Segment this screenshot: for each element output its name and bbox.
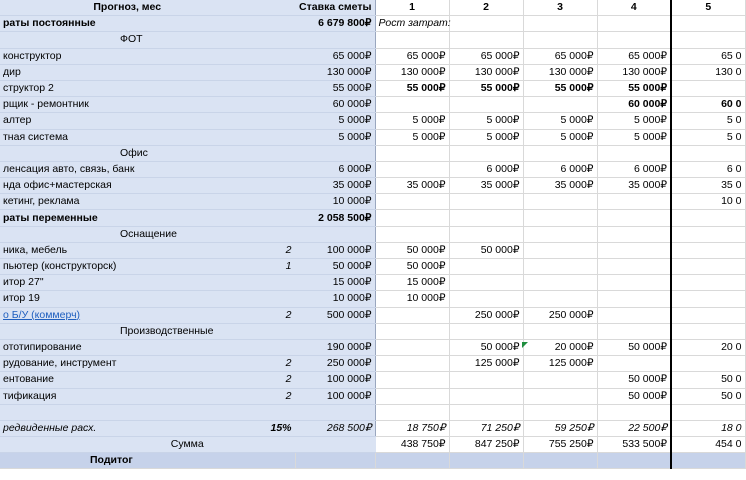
cell[interactable] <box>255 32 295 48</box>
item-qty[interactable] <box>255 48 295 64</box>
column-header-month[interactable]: 2 <box>449 0 523 16</box>
cell[interactable] <box>255 323 295 339</box>
month-value[interactable]: 10 000₽ <box>375 291 449 307</box>
month-value[interactable]: 60 0 <box>671 97 745 113</box>
month-value[interactable] <box>375 97 449 113</box>
item-label[interactable]: тная система <box>0 129 255 145</box>
cell[interactable] <box>671 323 745 339</box>
item-qty[interactable]: 15% <box>255 420 295 436</box>
table-row <box>0 226 745 242</box>
table-row <box>0 64 745 80</box>
month-value[interactable]: 250 000₽ <box>449 307 523 323</box>
cell[interactable] <box>523 32 597 48</box>
table-row <box>0 339 745 355</box>
table-row <box>0 80 745 96</box>
month-value[interactable]: 250 000₽ <box>523 307 597 323</box>
cell[interactable] <box>523 16 597 32</box>
month-value[interactable]: 125 000₽ <box>449 356 523 372</box>
month-value[interactable]: 20 0 <box>671 339 745 355</box>
cell[interactable] <box>375 226 449 242</box>
cell[interactable] <box>597 145 671 161</box>
column-header-month[interactable]: 1 <box>375 0 449 16</box>
month-value[interactable]: 50 000₽ <box>597 339 671 355</box>
item-qty[interactable] <box>255 339 295 355</box>
table-row <box>0 97 745 113</box>
month-value[interactable] <box>375 194 449 210</box>
column-header-month[interactable]: 3 <box>523 0 597 16</box>
month-value[interactable] <box>523 388 597 404</box>
month-value[interactable] <box>597 194 671 210</box>
item-qty[interactable]: 2 <box>255 372 295 388</box>
table-row <box>0 32 745 48</box>
item-rate[interactable]: 10 000₽ <box>295 194 375 210</box>
table-row <box>0 259 745 275</box>
item-qty[interactable] <box>255 275 295 291</box>
item-qty[interactable]: 2 <box>255 307 295 323</box>
item-qty[interactable] <box>255 161 295 177</box>
month-value[interactable]: 71 250₽ <box>449 420 523 436</box>
item-rate[interactable]: 268 500₽ <box>295 420 375 436</box>
section-label[interactable]: раты постоянные <box>0 16 255 32</box>
item-rate[interactable]: 100 000₽ <box>295 372 375 388</box>
month-value[interactable] <box>671 242 745 258</box>
item-rate[interactable]: 130 000₽ <box>295 64 375 80</box>
section-rate[interactable]: 2 058 500₽ <box>295 210 375 226</box>
table-row <box>0 210 745 226</box>
month-value[interactable] <box>523 259 597 275</box>
item-label[interactable]: ника, мебель <box>0 242 255 258</box>
cell[interactable] <box>449 323 523 339</box>
item-rate[interactable]: 100 000₽ <box>295 388 375 404</box>
cell[interactable] <box>375 32 449 48</box>
month-value[interactable]: 50 000₽ <box>597 372 671 388</box>
item-label[interactable]: итор 27" <box>0 275 255 291</box>
item-rate[interactable]: 500 000₽ <box>295 307 375 323</box>
cell[interactable] <box>255 404 295 420</box>
month-value[interactable]: 22 500₽ <box>597 420 671 436</box>
item-label[interactable]: нда офис+мастерская <box>0 178 255 194</box>
month-value[interactable]: 130 000₽ <box>597 64 671 80</box>
cell[interactable] <box>375 404 449 420</box>
cell[interactable] <box>295 453 375 469</box>
month-value[interactable] <box>671 80 745 96</box>
month-value[interactable] <box>671 275 745 291</box>
month-value[interactable] <box>523 291 597 307</box>
item-rate[interactable]: 35 000₽ <box>295 178 375 194</box>
sum-value[interactable]: 454 0 <box>671 437 745 453</box>
item-label[interactable]: кетинг, реклама <box>0 194 255 210</box>
cell[interactable] <box>0 404 255 420</box>
month-value[interactable]: 50 000₽ <box>375 242 449 258</box>
table-row <box>0 242 745 258</box>
month-value[interactable]: 50 0 <box>671 372 745 388</box>
cell[interactable] <box>449 16 523 32</box>
month-value[interactable] <box>375 339 449 355</box>
group-label[interactable]: Офис <box>0 145 255 161</box>
table-row <box>0 129 745 145</box>
table-row <box>0 275 745 291</box>
section-rate[interactable]: 6 679 800₽ <box>295 16 375 32</box>
month-value[interactable]: 50 000₽ <box>597 388 671 404</box>
table-row <box>0 323 745 339</box>
item-rate[interactable]: 250 000₽ <box>295 356 375 372</box>
cell[interactable] <box>449 32 523 48</box>
month-value[interactable]: 10 0 <box>671 194 745 210</box>
group-label[interactable]: Оснащение <box>0 226 255 242</box>
month-value[interactable] <box>523 242 597 258</box>
item-qty[interactable] <box>255 129 295 145</box>
table-row <box>0 437 745 453</box>
month-value[interactable] <box>449 259 523 275</box>
item-label[interactable]: рщик - ремонтник <box>0 97 255 113</box>
cell[interactable] <box>295 32 375 48</box>
item-qty[interactable] <box>255 97 295 113</box>
table-row <box>0 145 745 161</box>
month-value[interactable]: 5 000₽ <box>523 113 597 129</box>
cell[interactable] <box>255 16 295 32</box>
item-rate[interactable]: 65 000₽ <box>295 48 375 64</box>
month-value[interactable] <box>449 388 523 404</box>
cell[interactable] <box>255 145 295 161</box>
cell[interactable] <box>295 145 375 161</box>
cell[interactable] <box>523 226 597 242</box>
table-row <box>0 420 745 436</box>
cell[interactable] <box>449 145 523 161</box>
month-value[interactable]: 55 000₽ <box>449 80 523 96</box>
item-label[interactable]: тификация <box>0 388 255 404</box>
month-value[interactable] <box>523 372 597 388</box>
cell-comment-indicator <box>522 342 528 348</box>
month-value[interactable]: 5 000₽ <box>449 129 523 145</box>
month-value[interactable]: 15 000₽ <box>375 275 449 291</box>
table-row <box>0 113 745 129</box>
cell[interactable] <box>671 226 745 242</box>
month-value[interactable]: 65 000₽ <box>597 48 671 64</box>
item-rate[interactable]: 5 000₽ <box>295 113 375 129</box>
month-value[interactable]: 50 000₽ <box>449 242 523 258</box>
cell[interactable] <box>523 210 597 226</box>
item-label[interactable]: редвиденные расх. <box>0 420 255 436</box>
month-value[interactable] <box>597 291 671 307</box>
month-value[interactable]: 130 0 <box>671 64 745 80</box>
column-header-month[interactable]: 4 <box>597 0 671 16</box>
month-value[interactable]: 6 000₽ <box>449 161 523 177</box>
month-value[interactable] <box>449 275 523 291</box>
month-value[interactable] <box>671 307 745 323</box>
item-label[interactable]: итор 19 <box>0 291 255 307</box>
month-value[interactable] <box>671 259 745 275</box>
month-value[interactable]: 5 000₽ <box>375 129 449 145</box>
table-row <box>0 194 745 210</box>
cell[interactable] <box>295 323 375 339</box>
month-value[interactable] <box>449 97 523 113</box>
table-row <box>0 291 745 307</box>
section-note[interactable]: Рост затрат: <box>375 16 449 32</box>
item-label[interactable]: о Б/У (коммерч) <box>0 307 255 323</box>
cell[interactable] <box>671 210 745 226</box>
month-value[interactable]: 60 000₽ <box>597 97 671 113</box>
cell[interactable] <box>523 323 597 339</box>
month-value[interactable]: 50 000₽ <box>449 339 523 355</box>
month-value[interactable]: 55 000₽ <box>597 80 671 96</box>
month-value[interactable]: 18 0 <box>671 420 745 436</box>
cell[interactable] <box>523 404 597 420</box>
cell[interactable] <box>449 453 523 469</box>
table-row <box>0 16 745 32</box>
cell[interactable] <box>597 210 671 226</box>
cell[interactable] <box>295 404 375 420</box>
sum-value[interactable]: 533 500₽ <box>597 437 671 453</box>
month-value[interactable] <box>597 259 671 275</box>
month-value[interactable]: 65 000₽ <box>523 48 597 64</box>
month-value[interactable]: 6 000₽ <box>523 161 597 177</box>
month-value[interactable]: 5 000₽ <box>375 113 449 129</box>
item-label[interactable]: ентование <box>0 372 255 388</box>
item-rate[interactable]: 60 000₽ <box>295 97 375 113</box>
item-label[interactable]: алтер <box>0 113 255 129</box>
month-value[interactable] <box>671 356 745 372</box>
cell[interactable] <box>449 210 523 226</box>
cell[interactable] <box>375 145 449 161</box>
month-value[interactable]: 5 000₽ <box>597 113 671 129</box>
sum-value[interactable]: 755 250₽ <box>523 437 597 453</box>
cell[interactable] <box>523 453 597 469</box>
item-label[interactable]: ототипирование <box>0 339 255 355</box>
section-note[interactable] <box>375 210 449 226</box>
month-value[interactable]: 6 0 <box>671 161 745 177</box>
month-value[interactable]: 5 000₽ <box>449 113 523 129</box>
month-value[interactable]: 6 000₽ <box>597 161 671 177</box>
month-value[interactable] <box>523 97 597 113</box>
table-row <box>0 0 745 16</box>
item-label[interactable]: дир <box>0 64 255 80</box>
table-row <box>0 356 745 372</box>
month-value[interactable]: 59 250₽ <box>523 420 597 436</box>
month-value[interactable] <box>449 194 523 210</box>
month-value[interactable] <box>449 372 523 388</box>
month-value[interactable]: 20 000₽ <box>523 339 597 355</box>
month-value[interactable]: 125 000₽ <box>523 356 597 372</box>
month-value[interactable]: 65 000₽ <box>375 48 449 64</box>
column-header-month[interactable]: 5 <box>671 0 745 16</box>
cell[interactable] <box>671 404 745 420</box>
item-rate[interactable]: 100 000₽ <box>295 242 375 258</box>
month-value[interactable]: 130 000₽ <box>375 64 449 80</box>
cell[interactable] <box>449 404 523 420</box>
item-qty[interactable] <box>255 80 295 96</box>
item-label[interactable]: ленсация авто, связь, банк <box>0 161 255 177</box>
month-value[interactable] <box>375 388 449 404</box>
cell[interactable] <box>375 453 449 469</box>
month-value[interactable] <box>671 291 745 307</box>
item-rate[interactable]: 55 000₽ <box>295 80 375 96</box>
month-value[interactable] <box>375 372 449 388</box>
month-value[interactable]: 18 750₽ <box>375 420 449 436</box>
column-header-qty[interactable] <box>255 0 295 16</box>
month-value[interactable]: 5 0 <box>671 129 745 145</box>
cell[interactable] <box>449 226 523 242</box>
month-value[interactable]: 5 000₽ <box>523 129 597 145</box>
item-qty[interactable] <box>255 291 295 307</box>
cell[interactable] <box>295 226 375 242</box>
table-row <box>0 404 745 420</box>
sum-value[interactable]: 847 250₽ <box>449 437 523 453</box>
cell[interactable] <box>255 210 295 226</box>
month-value[interactable]: 65 000₽ <box>449 48 523 64</box>
table-row <box>0 178 745 194</box>
month-value[interactable] <box>375 161 449 177</box>
table-row <box>0 48 745 64</box>
cell[interactable] <box>597 226 671 242</box>
month-value[interactable]: 55 000₽ <box>523 80 597 96</box>
month-value[interactable]: 55 000₽ <box>375 80 449 96</box>
section-label[interactable]: раты переменные <box>0 210 255 226</box>
month-value[interactable]: 50 0 <box>671 388 745 404</box>
item-label[interactable]: конструктор <box>0 48 255 64</box>
cell[interactable] <box>597 32 671 48</box>
group-label[interactable]: Производственные <box>0 323 255 339</box>
month-value[interactable] <box>597 307 671 323</box>
cell[interactable] <box>597 16 671 32</box>
column-header-rate[interactable]: Ставка сметы <box>295 0 375 16</box>
month-value[interactable] <box>597 275 671 291</box>
cell[interactable] <box>671 453 745 469</box>
item-qty[interactable]: 2 <box>255 356 295 372</box>
subtotal-label[interactable]: Подитог <box>0 453 295 469</box>
month-value[interactable] <box>597 242 671 258</box>
month-value[interactable]: 50 000₽ <box>375 259 449 275</box>
item-rate[interactable]: 190 000₽ <box>295 339 375 355</box>
table-row <box>0 388 745 404</box>
month-value[interactable]: 5 000₽ <box>597 129 671 145</box>
item-rate[interactable]: 6 000₽ <box>295 161 375 177</box>
item-qty[interactable]: 2 <box>255 242 295 258</box>
cell[interactable] <box>597 453 671 469</box>
month-value[interactable]: 65 0 <box>671 48 745 64</box>
item-qty[interactable]: 1 <box>255 259 295 275</box>
table-row <box>0 307 745 323</box>
cell[interactable] <box>597 323 671 339</box>
item-rate[interactable]: 15 000₽ <box>295 275 375 291</box>
month-value[interactable] <box>375 307 449 323</box>
sum-value[interactable]: 438 750₽ <box>375 437 449 453</box>
item-qty[interactable] <box>255 64 295 80</box>
table-row <box>0 161 745 177</box>
cell[interactable] <box>523 145 597 161</box>
month-value[interactable]: 35 000₽ <box>375 178 449 194</box>
month-value[interactable]: 35 000₽ <box>449 178 523 194</box>
column-header-forecast[interactable]: Прогноз, мес <box>0 0 255 16</box>
cell[interactable] <box>671 16 745 32</box>
cell[interactable] <box>375 323 449 339</box>
month-value[interactable]: 130 000₽ <box>523 64 597 80</box>
month-value[interactable]: 5 0 <box>671 113 745 129</box>
item-qty[interactable]: 2 <box>255 388 295 404</box>
item-rate[interactable]: 5 000₽ <box>295 129 375 145</box>
item-label[interactable]: рудование, инструмент <box>0 356 255 372</box>
table-row <box>0 372 745 388</box>
item-label[interactable]: структор 2 <box>0 80 255 96</box>
cell[interactable] <box>671 32 745 48</box>
table-row <box>0 453 745 469</box>
item-qty[interactable] <box>255 113 295 129</box>
item-rate[interactable]: 10 000₽ <box>295 291 375 307</box>
cell[interactable] <box>671 145 745 161</box>
month-value[interactable]: 35 000₽ <box>597 178 671 194</box>
sum-label[interactable]: Сумма <box>0 437 375 453</box>
item-qty[interactable] <box>255 194 295 210</box>
month-value[interactable]: 35 0 <box>671 178 745 194</box>
item-qty[interactable] <box>255 178 295 194</box>
cell[interactable] <box>597 404 671 420</box>
item-rate[interactable]: 50 000₽ <box>295 259 375 275</box>
month-value[interactable]: 130 000₽ <box>449 64 523 80</box>
month-value[interactable] <box>597 356 671 372</box>
item-label[interactable]: пьютер (конструкторск) <box>0 259 255 275</box>
group-label[interactable]: ФОТ <box>0 32 255 48</box>
month-value[interactable] <box>449 291 523 307</box>
month-value[interactable] <box>523 194 597 210</box>
month-value[interactable] <box>523 275 597 291</box>
month-value[interactable] <box>375 356 449 372</box>
month-value[interactable]: 35 000₽ <box>523 178 597 194</box>
cell[interactable] <box>255 226 295 242</box>
